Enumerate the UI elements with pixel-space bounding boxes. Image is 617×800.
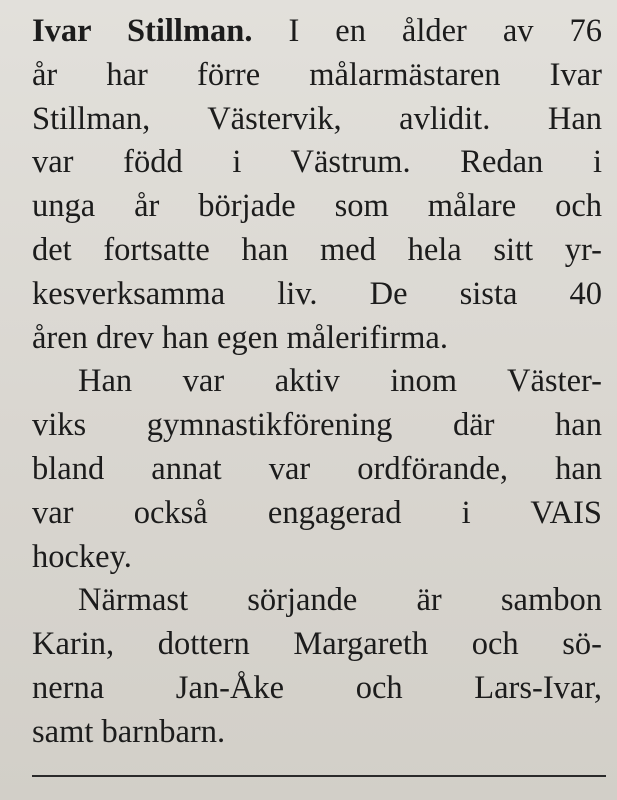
text-line: nerna Jan-Åke och Lars-Ivar, bbox=[32, 669, 602, 706]
person-name: Ivar Stillman. bbox=[32, 13, 253, 49]
text-line: Karin, dottern Margareth och sö- bbox=[32, 626, 602, 663]
text-line: år har förre målarmästaren Ivar bbox=[32, 56, 602, 93]
bottom-divider bbox=[32, 775, 606, 777]
text-line: viks gymnastikförening där han bbox=[32, 407, 602, 444]
text-line: samt barnbarn. bbox=[32, 713, 226, 750]
text-line: unga år började som målare och bbox=[32, 188, 602, 225]
text-line: Närmast sörjande är sambon bbox=[78, 582, 602, 619]
text-line: åren drev han egen målerifirma. bbox=[32, 319, 448, 356]
text-line: bland annat var ordförande, han bbox=[32, 450, 602, 487]
paragraph-1 bbox=[32, 10, 602, 360]
text-line: Stillman, Västervik, avlidit. Han bbox=[32, 100, 602, 137]
text-line: hockey. bbox=[32, 538, 132, 575]
text-line: det fortsatte han med hela sitt yr- bbox=[32, 231, 602, 268]
paragraph-3 bbox=[32, 579, 602, 754]
text-line: var född i Västrum. Redan i bbox=[32, 144, 602, 181]
text-line: Han var aktiv inom Väster- bbox=[78, 363, 602, 400]
obituary-column bbox=[32, 10, 602, 755]
text-line: var också engagerad i VAIS bbox=[32, 494, 602, 531]
text-line: kesverksamma liv. De sista 40 bbox=[32, 275, 602, 312]
text-line: Ivar Stillman. I en ålder av 76 bbox=[32, 13, 603, 49]
paragraph-2 bbox=[32, 360, 602, 579]
